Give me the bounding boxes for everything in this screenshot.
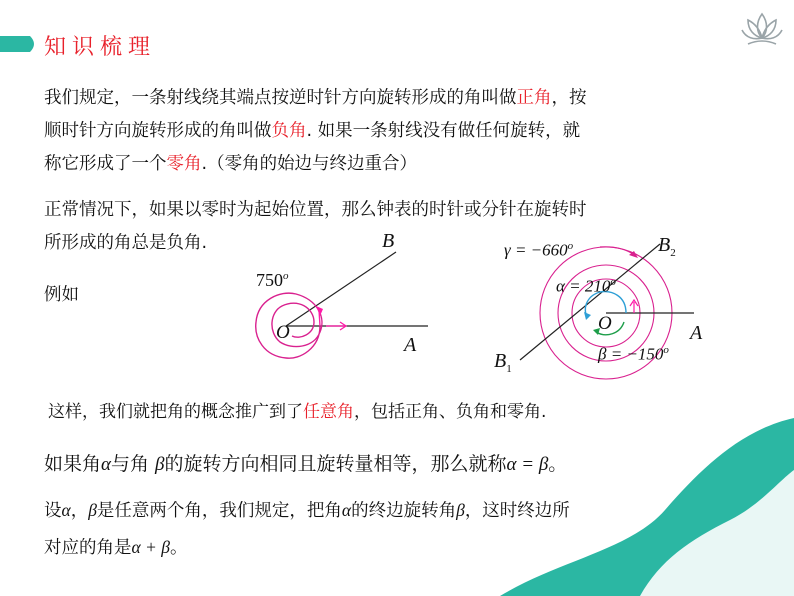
spiral-arrow-shaft <box>319 310 320 326</box>
definition-line-3: 称它形成了一个零角.（零角的始边与终边重合） <box>44 154 418 174</box>
equality-expression: α = β <box>506 454 549 475</box>
header-teal-bar <box>0 36 34 52</box>
fig2-label-B2: $B_2$ <box>658 234 676 259</box>
addition-line-1: 设α，β是任意两个角，我们规定，把角α的终边旋转角β，这时终边所 <box>44 500 570 521</box>
section-title: 知识梳理 <box>44 35 157 60</box>
equality-paragraph: 如果角α与角 β的旋转方向相同且旋转量相等，那么就称α = β。 <box>44 453 568 475</box>
fig2-label-A: A <box>690 322 703 344</box>
fig1-angle-label: 750$^o$ <box>256 270 289 290</box>
fig2-label-O: O <box>598 313 612 334</box>
ray-OB <box>286 252 396 326</box>
sum-expression: α + β <box>131 537 170 557</box>
fig1-label-A: A <box>404 334 417 356</box>
alpha-label: $\alpha = 210^o$ <box>556 276 616 296</box>
beta-label: $\beta = -150^o$ <box>598 344 669 364</box>
figure-750-degree <box>250 225 450 365</box>
addition-paragraph <box>44 492 570 566</box>
lotus-icon <box>738 8 786 52</box>
addition-line-2: 对应的角是α + β。 <box>44 537 188 558</box>
gamma-label: $\gamma = -660^o$ <box>504 240 574 260</box>
positive-angle-term: 正角 <box>516 88 552 108</box>
fig2-label-B1: $B_1$ <box>494 350 512 375</box>
zero-angle-term: 零角 <box>166 154 202 174</box>
definition-line-1: 我们规定，一条射线绕其端点按逆时针方向旋转形成的角叫做正角，按 <box>44 88 587 108</box>
arbitrary-angle-term: 任意角 <box>303 402 354 422</box>
negative-angle-term: 负角 <box>271 121 307 141</box>
generalization-paragraph: 这样，我们就把角的概念推广到了任意角，包括正角、负角和零角. <box>48 402 547 422</box>
example-label: 例如 <box>44 285 79 305</box>
fig1-label-B: B <box>382 230 395 252</box>
alpha-arrow-head <box>584 312 591 320</box>
small-magenta-arrow <box>630 300 638 313</box>
definition-paragraph <box>44 82 587 181</box>
initial-side-arrow <box>326 322 346 330</box>
fig1-label-O: O <box>276 322 290 343</box>
clock-line-2: 所形成的角总是负角. <box>44 233 208 253</box>
clock-line-1: 正常情况下，如果以零时为起始位置，那么钟表的时针或分针在旋转时 <box>44 200 587 220</box>
definition-line-2: 顺时针方向旋转形成的角叫做负角. 如果一条射线没有做任何旋转，就 <box>44 121 581 141</box>
